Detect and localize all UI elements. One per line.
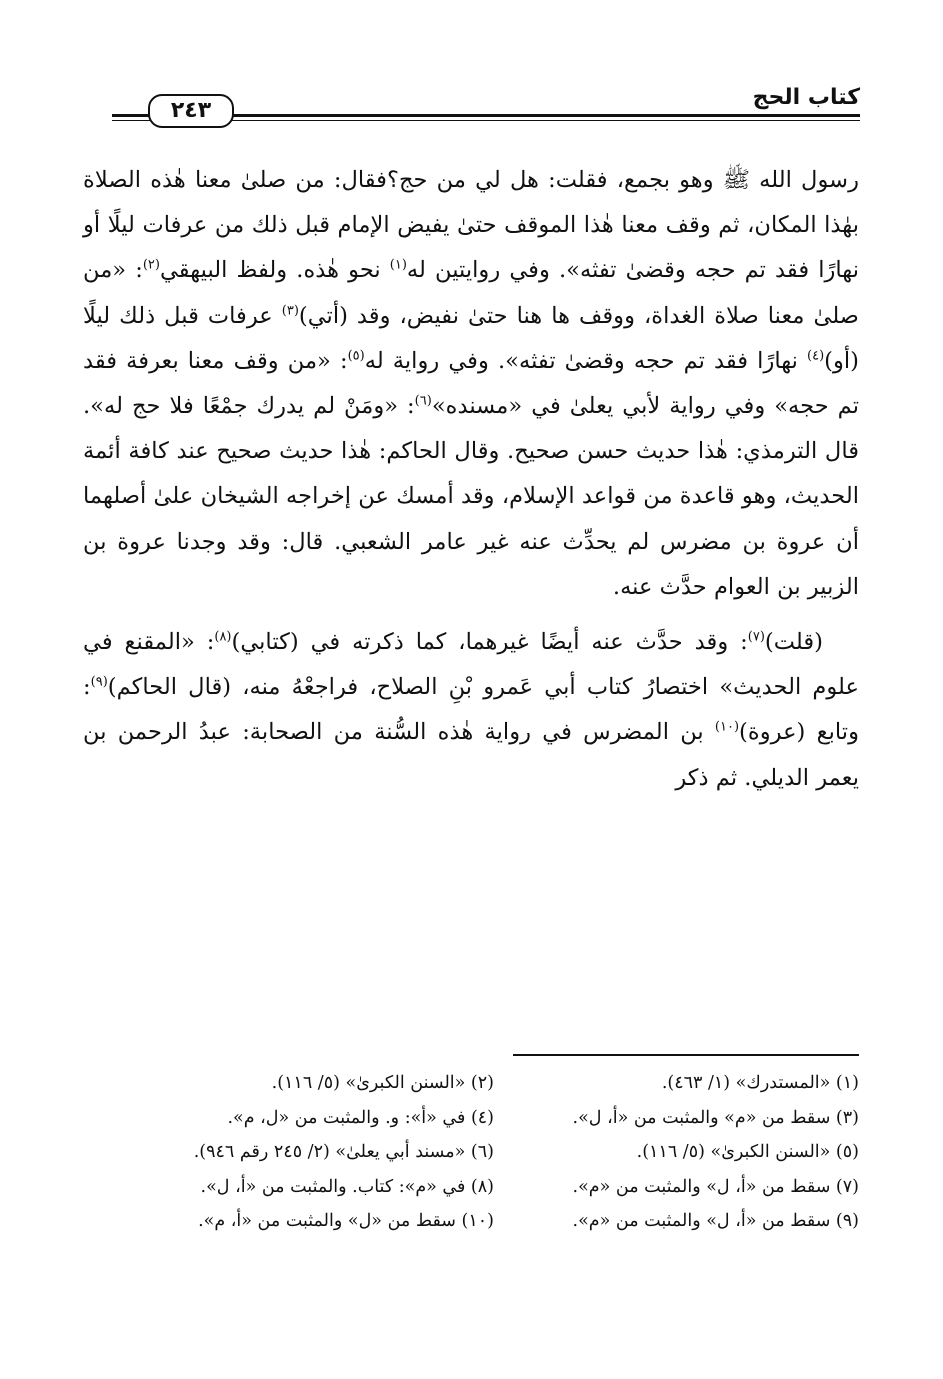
footnote-item: (٧) سقط من «أ، ل» والمثبت من «م». xyxy=(572,1176,859,1197)
text-run: : «من وقف معنا بعرفة فقد تم حجه» وفي رواية لأبي يعلىٰ في «مسنده» xyxy=(83,347,859,420)
paragraph-2 xyxy=(83,620,859,801)
footnote-item: (٦) «مسند أبي يعلىٰ» (٢/ ٢٤٥ رقم ٩٤٦). xyxy=(193,1142,494,1162)
footnote-ref[interactable]: (١٠) xyxy=(714,719,740,735)
footnote-ref[interactable]: (٤) xyxy=(807,348,825,364)
footnote-row xyxy=(129,1066,859,1101)
footnote-item: (٢) «السنن الكبرىٰ» (٥/ ١١٦). xyxy=(271,1073,494,1093)
text-run: نهارًا فقد تم حجه وقضىٰ تفثه». وفي رواية له xyxy=(364,347,808,374)
footnote-ref[interactable]: (١) xyxy=(389,257,407,273)
paragraph-1 xyxy=(83,158,859,610)
footnotes xyxy=(129,1066,859,1239)
footnote-ref[interactable]: (٩) xyxy=(90,674,108,690)
footnote-item: (٤) في «أ»: و. والمثبت من «ل، م». xyxy=(227,1107,494,1128)
text-run: : «ومَنْ لم يدرك جمْعًا فلا حج له». قال الترمذي: هٰذا حديث حسن صحيح. وقال الحاكم: هٰذا حديث صحيح عند كافة أئمة الحديث، وهو قاعدة من قواعد الإسلام، وقد أمسك عن إخراجه الشيخان علىٰ أصلهما أن عروة بن مضرس لم يحدِّث عنه غير عامر الشعبي. قال: وقد وجدنا عروة بن الزبير بن العوام حدَّث عنه. xyxy=(83,393,859,600)
footnote-item: (٣) سقط من «م» والمثبت من «أ، ل». xyxy=(572,1107,859,1128)
footnote-ref[interactable]: (٨) xyxy=(214,629,232,645)
footnote-ref[interactable]: (٦) xyxy=(414,393,432,409)
chapter-title: كتاب الحج xyxy=(745,84,860,112)
text-run: : وتابع (عروة) xyxy=(83,674,859,746)
text-run: : وقد حدَّث عنه أيضًا غيرهما، كما ذكرته في (كتابي) xyxy=(231,629,748,656)
text-run: بن المضرس في رواية هٰذه السُّنة من الصحابة: عبدُ الرحمن بن يعمر الديلي. ثم ذكر xyxy=(83,719,859,791)
footnote-separator xyxy=(513,1054,859,1056)
footnote-row xyxy=(129,1135,859,1170)
text-run: : «من صلىٰ معنا صلاة الغداة، ووقف ها هنا حتىٰ نفيض، وقد (أتي) xyxy=(83,257,859,329)
page-number: ٢٤٣ xyxy=(148,94,234,128)
text-run: له xyxy=(406,257,426,284)
footnote-row xyxy=(129,1204,859,1239)
footnote-item: (٨) في «م»: كتاب. والمثبت من «أ، ل». xyxy=(200,1176,494,1197)
text-run: رسول الله ﷺ وهو بجمع، فقلت: هل لي من حج؟فقال: من صلىٰ معنا هٰذه الصلاة بهٰذا المكان، ثم وقف معنا هٰذا الموقف حتىٰ يفيض الإمام قبل ذلك من عرفات ليلًا أو نهارًا فقد تم حجه وقضىٰ تفثه». وفي روايتين xyxy=(83,167,859,284)
footnote-item: (١) «المستدرك» (١/ ٤٦٣). xyxy=(661,1073,859,1093)
footnote-ref[interactable]: (٧) xyxy=(747,629,765,645)
text-run: نحو هٰذه. ولفظ البيهقي xyxy=(159,257,390,284)
footnote-item: (٩) سقط من «أ، ل» والمثبت من «م». xyxy=(572,1211,859,1231)
text-run: عرفات قبل ذلك ليلًا (أو) xyxy=(83,302,859,374)
page-header xyxy=(112,84,860,130)
text-run: : «المقنع في علوم الحديث» اختصارُ كتاب أبي عَمرو بْنِ الصلاح، فراجعْهُ منه، (قال الحاكم) xyxy=(83,629,859,701)
footnote-ref[interactable]: (٥) xyxy=(347,348,365,364)
text-run: (قلت) xyxy=(764,629,823,656)
footnote-item: (١٠) سقط من «ل» والمثبت من «أ، م». xyxy=(198,1211,494,1231)
footnote-row xyxy=(129,1101,859,1136)
main-text xyxy=(83,158,859,801)
footnote-ref[interactable]: (٣) xyxy=(281,303,299,319)
footnote-row xyxy=(129,1170,859,1205)
footnote-ref[interactable]: (٢) xyxy=(142,257,160,273)
footnote-item: (٥) «السنن الكبرىٰ» (٥/ ١١٦). xyxy=(636,1142,859,1162)
